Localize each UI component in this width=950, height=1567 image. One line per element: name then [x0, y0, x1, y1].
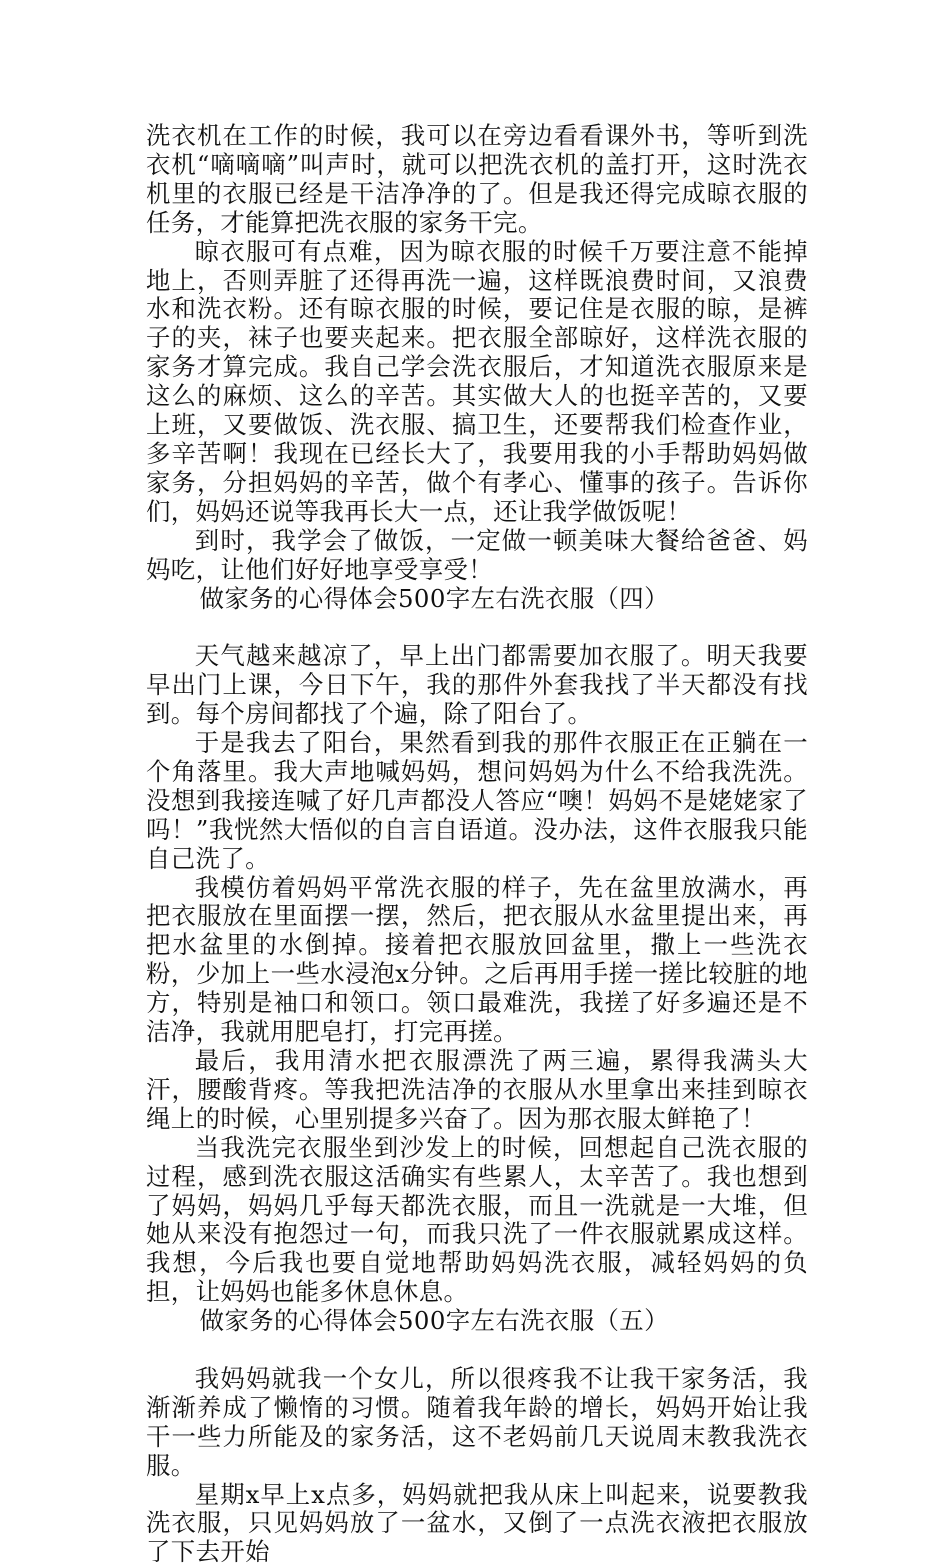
paragraph: 星期x早上x点多，妈妈就把我从床上叫起来，说要教我洗衣服，只见妈妈放了一盆水，又倒了一点洗衣液把衣服放了下去开始	[146, 1479, 808, 1567]
paragraph: 当我洗完衣服坐到沙发上的时候，回想起自己洗衣服的过程，感到洗衣服这活确实有些累人，太辛苦了。我也想到了妈妈，妈妈几乎每天都洗衣服，而且一洗就是一大堆，但她从来没有抱怨过一句，而我只洗了一件衣服就累成这样。我想，今后我也要自觉地帮助妈妈洗衣服，减轻妈妈的负担，让妈妈也能多休息休息。	[146, 1132, 808, 1307]
paragraph: 于是我去了阳台，果然看到我的那件衣服正在正躺在一个角落里。我大声地喊妈妈，想问妈妈为什么不给我洗洗。没想到我接连喊了好几声都没人答应“噢！妈妈不是姥姥家了吗！”我恍然大悟似的自言自语道。没办法，这件衣服我只能自己洗了。	[146, 728, 808, 873]
paragraph: 我妈妈就我一个女儿，所以很疼我不让我干家务活，我渐渐养成了懒惰的习惯。随着我年龄的增长，妈妈开始让我干一些力所能及的家务活，这不老妈前几天说周末教我洗衣服。	[146, 1363, 808, 1480]
document-page	[146, 122, 808, 1567]
paragraph: 洗衣机在工作的时候，我可以在旁边看看课外书，等听到洗衣机“嘀嘀嘀”叫声时，就可以把洗衣机的盖打开，这时洗衣机里的衣服已经是干洁净净的了。但是我还得完成晾衣服的任务，才能算把洗衣服的家务干完。	[146, 121, 808, 237]
paragraph: 晾衣服可有点难，因为晾衣服的时候千万要注意不能掉地上，否则弄脏了还得再洗一遍，这样既浪费时间，又浪费水和洗衣粉。还有晾衣服的时候，要记住是衣服的晾，是裤子的夹，袜子也要夹起来。把衣服全部晾好，这样洗衣服的家务才算完成。我自己学会洗衣服后，才知道洗衣服原来是这么的麻烦、这么的辛苦。其实做大人的也挺辛苦的，又要上班，又要做饭、洗衣服、搞卫生，还要帮我们检查作业，多辛苦啊！我现在已经长大了，我要用我的小手帮助妈妈做家务，分担妈妈的辛苦，做个有孝心、懂事的孩子。告诉你们，妈妈还说等我再长大一点，还让我学做饭呢！	[146, 236, 808, 526]
section-heading-5: 做家务的心得体会500字左右洗衣服（五）	[199, 1306, 669, 1336]
paragraph: 我模仿着妈妈平常洗衣服的样子，先在盆里放满水，再把衣服放在里面摆一摆，然后，把衣服从水盆里提出来，再把水盆里的水倒掉。接着把衣服放回盆里，撒上一些洗衣粉，少加上一些水浸泡x分钟。之后再用手搓一搓比较脏的地方，特别是袖口和领口。领口最难洗，我搓了好多遍还是不洁净，我就用肥皂打，打完再搓。	[146, 872, 808, 1047]
paragraph: 最后，我用清水把衣服漂洗了两三遍，累得我满头大汗，腰酸背疼。等我把洗洁净的衣服从水里拿出来挂到晾衣绳上的时候，心里别提多兴奋了。因为那衣服太鲜艳了！	[146, 1045, 808, 1133]
section-heading-4: 做家务的心得体会500字左右洗衣服（四）	[199, 583, 669, 613]
paragraph: 天气越来越凉了，早上出门都需要加衣服了。明天我要早出门上课，今日下午，我的那件外套我找了半天都没有找到。每个房间都找了个遍，除了阳台了。	[146, 641, 808, 729]
paragraph: 到时，我学会了做饭，一定做一顿美味大餐给爸爸、妈妈吃，让他们好好地享受享受！	[146, 525, 808, 584]
